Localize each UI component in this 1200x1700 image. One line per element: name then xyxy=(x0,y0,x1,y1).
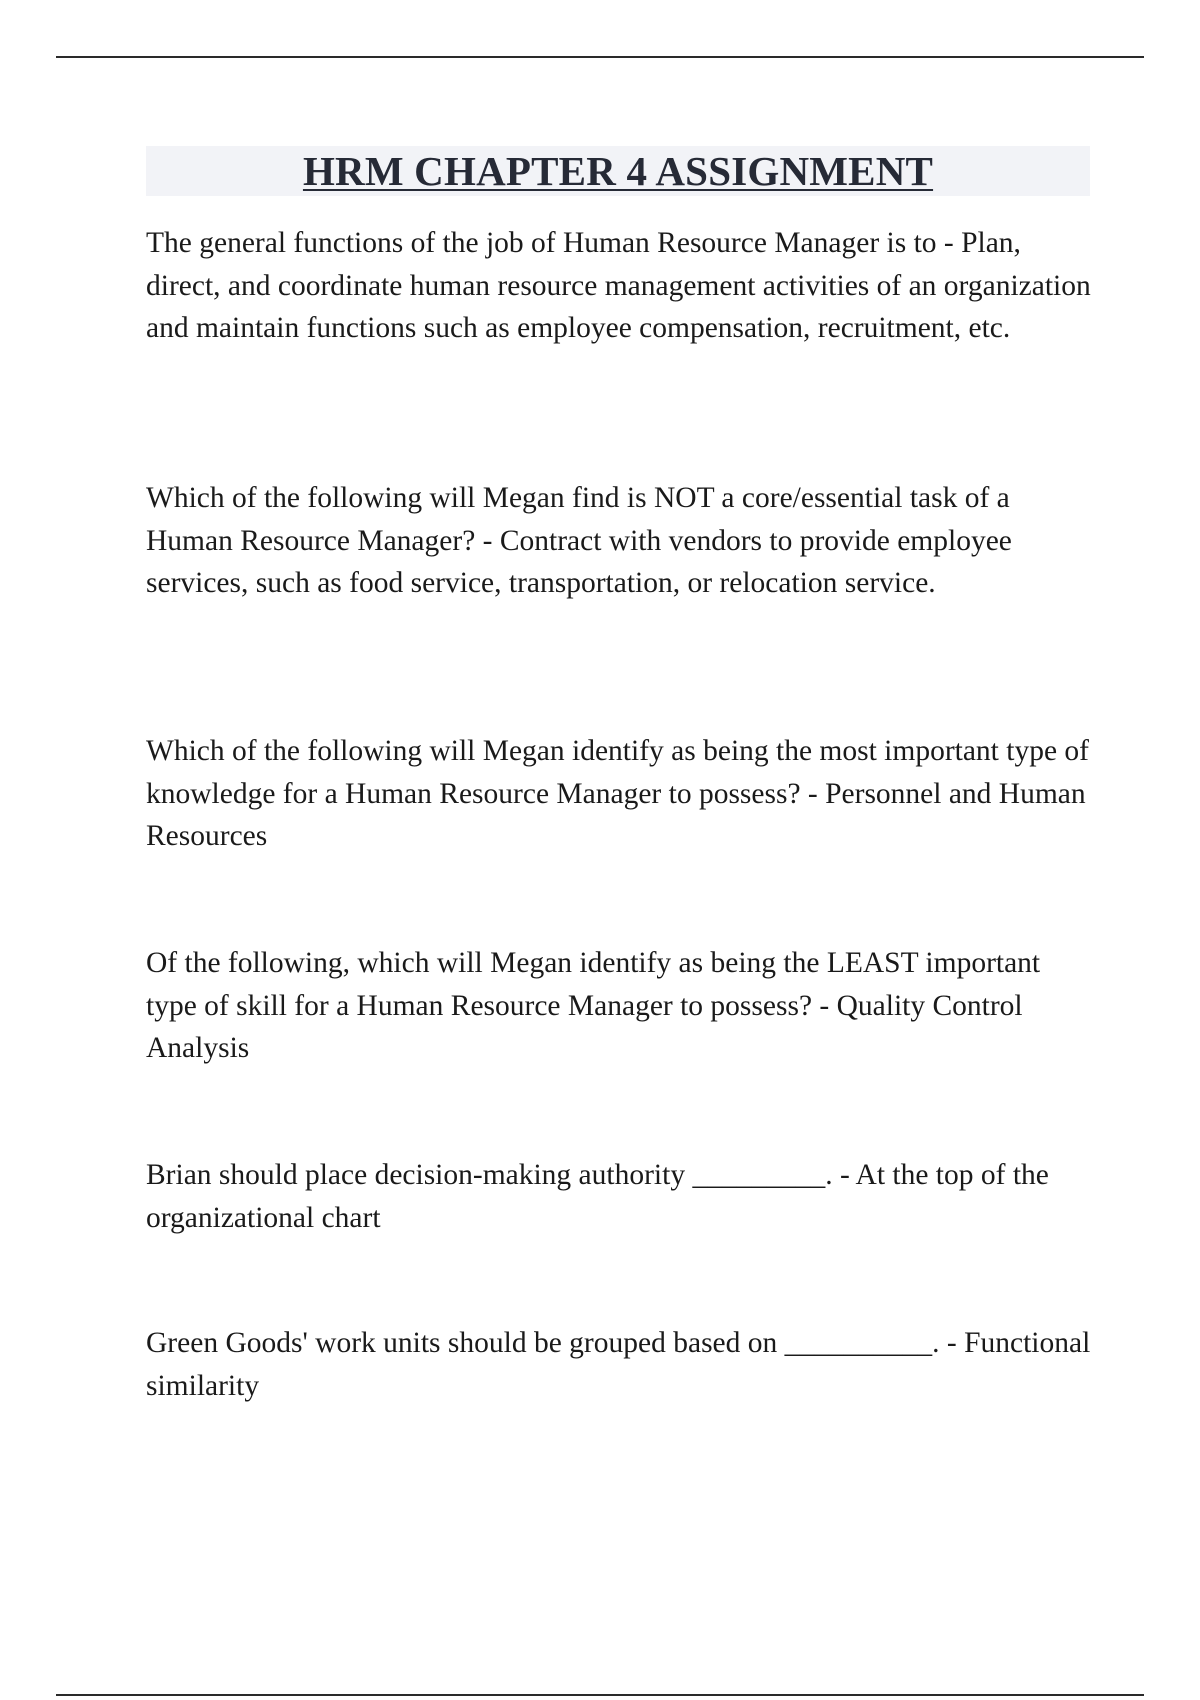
qa-item: Green Goods' work units should be grouped based on __________. - Functional similarity xyxy=(146,1327,1091,1402)
title-band xyxy=(146,146,1090,196)
qa-item: Of the following, which will Megan identify as being the LEAST important type of skill for a Human Resource Manager to possess? - Quality Control Analysis xyxy=(146,947,1041,1064)
top-rule xyxy=(56,56,1144,58)
qa-item: The general functions of the job of Human Resource Manager is to - Plan, direct, and coordinate human resource management activities of an organization and maintain functions such as employee compensation, recruitment, etc. xyxy=(146,227,1091,344)
document-title: HRM CHAPTER 4 ASSIGNMENT xyxy=(302,148,934,194)
bottom-rule xyxy=(56,1694,1144,1696)
qa-item: Which of the following will Megan find is NOT a core/essential task of a Human Resource Manager? - Contract with vendors to provide employee services, such as food service, transportation, or relocation service. xyxy=(146,482,1012,599)
qa-item: Which of the following will Megan identify as being the most important type of knowledge for a Human Resource Manager to possess? - Personnel and Human Resources xyxy=(146,735,1089,852)
qa-item: Brian should place decision-making authority _________. - At the top of the organizational chart xyxy=(146,1159,1049,1234)
